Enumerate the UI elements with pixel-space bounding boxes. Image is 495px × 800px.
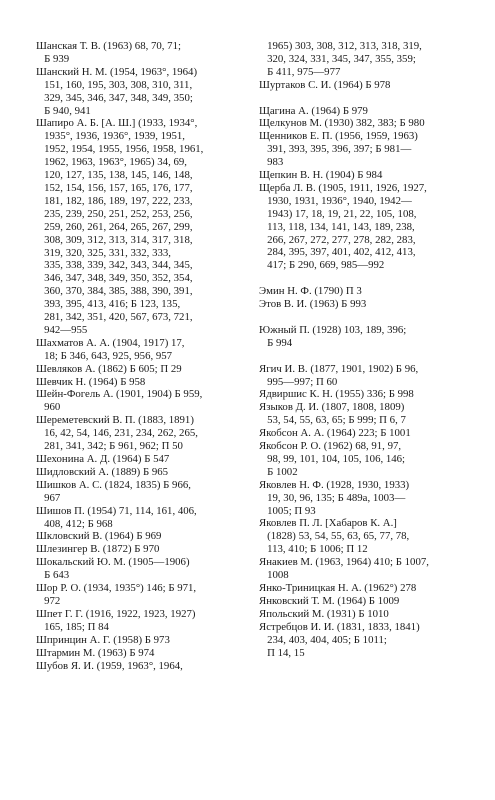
index-entry-continuation-line: 235, 239, 250, 251, 252, 253, 256, [36, 207, 193, 220]
index-entry [36, 582, 248, 608]
index-entry [36, 543, 248, 556]
index-entry-continuation-line: 18; Б 346, 643, 925, 956, 957 [36, 349, 173, 362]
index-entry [259, 595, 471, 608]
index-entry-continuation-line: 1962, 1963, 1963°, 1965) 34, 69, [36, 156, 187, 169]
index-entry [36, 40, 248, 66]
index-entry [259, 40, 471, 79]
index-entry-continuation-line: 151, 160, 195, 303, 308, 310, 311, [36, 78, 193, 91]
index-entry-heading-line: Шпет Г. Г. (1916, 1922, 1923, 1927) [36, 607, 196, 620]
index-entry [259, 298, 471, 311]
index-entry-continuation-line: 1005; П 93 [259, 504, 316, 517]
index-entry-continuation-line: 281, 342, 351, 420, 567, 673, 721, [36, 311, 193, 324]
index-entry-heading-line: Эмин Н. Ф. (1790) П 3 [259, 285, 362, 298]
index-entry [259, 79, 471, 92]
index-entry-continuation-line: 181, 182, 186, 189, 197, 222, 233, [36, 194, 193, 207]
index-entry-heading-line: Шапиро А. Б. [А. Ш.] (1933, 1934°, [36, 117, 198, 130]
index-entry-heading-line: Яковлев Н. Ф. (1928, 1930, 1933) [259, 478, 410, 491]
index-entry-continuation-line: 113, 410; Б 1006; П 12 [259, 543, 368, 556]
letter-section-gap [259, 272, 471, 285]
index-entry-heading-line: Янковский Т. М. (1964) Б 1009 [259, 594, 400, 607]
index-entry-heading-line: Языков Д. И. (1807, 1808, 1809) [259, 401, 405, 414]
index-entry-heading-line: Шанский Н. М. (1954, 1963°, 1964) [36, 65, 198, 78]
index-entry-continuation-line: 234, 403, 404, 405; Б 1011; [259, 633, 387, 646]
index-entry [259, 427, 471, 440]
index-entry [36, 66, 248, 118]
index-entry [36, 530, 248, 543]
index-entry-continuation-line: 16, 42, 54, 146, 231, 234, 262, 265, [36, 427, 198, 440]
index-entry [36, 505, 248, 531]
index-entry-continuation-line: 408, 412; Б 968 [36, 517, 113, 530]
index-entry-continuation-line: 120, 127, 135, 138, 145, 146, 148, [36, 169, 193, 182]
index-entry-continuation-line: 393, 395, 413, 416; Б 123, 135, [36, 298, 181, 311]
index-entry-continuation-line: 1930, 1931, 1936°, 1940, 1942— [259, 194, 412, 207]
index-entry-heading-line: Шевчик Н. (1964) Б 958 [36, 375, 146, 388]
index-entry [36, 337, 248, 363]
index-entry [259, 285, 471, 298]
index-entry-continuation-line: 320, 324, 331, 345, 347, 355, 359; [259, 52, 416, 65]
index-entry-heading-line: Шидловский А. (1889) Б 965 [36, 465, 169, 478]
index-entry [259, 182, 471, 272]
index-entry-heading-line: Ядвиршис К. Н. (1955) 336; Б 998 [259, 388, 414, 401]
index-entry-continuation-line: 960 [36, 401, 61, 414]
index-entry-continuation-line: 346, 347, 348, 349, 350, 352, 354, [36, 272, 193, 285]
index-entry-heading-line: Шахматов А. А. (1904, 1917) 17, [36, 336, 185, 349]
index-entry-heading-line: Япольский М. (1931) Б 1010 [259, 607, 389, 620]
index-entry [259, 401, 471, 427]
index-entry [259, 388, 471, 401]
index-entry-heading-line: Якобсон А. А. (1964) 223; Б 1001 [259, 427, 411, 440]
index-entry-continuation-line: 1952, 1954, 1955, 1956, 1958, 1961, [36, 143, 204, 156]
left-column [36, 40, 248, 672]
index-entry-heading-line: Яковлев П. Л. [Хабаров К. А.] [259, 517, 397, 530]
index-entry-heading-line: Янко-Триницкая Н. А. (1962°) 278 [259, 582, 417, 594]
index-entry-continuation-line: 19, 30, 96, 135; Б 489а, 1003— [259, 491, 406, 504]
index-entry-continuation-line: Б 1002 [259, 465, 298, 478]
index-entry-continuation-line: 165, 185; П 84 [36, 620, 109, 633]
index-entry-heading-line: Ястребцов И. И. (1831, 1833, 1841) [259, 620, 420, 633]
index-entry-heading-line: Шокальский Ю. М. (1905—1906) [36, 556, 190, 569]
index-entry-heading-line: Шанская Т. В. (1963) 68, 70, 71; [36, 40, 181, 52]
index-entry-continuation-line: 942—955 [36, 323, 88, 336]
index-entry-heading-line: Южный П. (1928) 103, 189, 396; [259, 323, 407, 336]
right-column [259, 40, 471, 659]
index-entry [36, 660, 248, 673]
index-entry [259, 130, 471, 169]
index-entry-heading-line: Щагина А. (1964) Б 979 [259, 104, 368, 117]
index-entry-continuation-line: Б 939 [36, 52, 70, 65]
index-entry-continuation-line: 1008 [259, 569, 289, 582]
index-entry-heading-line: Щелкунов М. (1930) 382, 383; Б 980 [259, 117, 425, 130]
index-entry-continuation-line: Б 411, 975—977 [259, 65, 341, 78]
index-entry [259, 169, 471, 182]
index-entry [36, 647, 248, 660]
index-entry-continuation-line: 983 [259, 156, 284, 169]
index-entry-continuation-line: 152, 154, 156, 157, 165, 176, 177, [36, 181, 193, 194]
index-entry [36, 466, 248, 479]
index-entry [259, 556, 471, 582]
index-entry-continuation-line: 1943) 17, 18, 19, 21, 22, 105, 108, [259, 207, 417, 220]
index-entry-continuation-line: 308, 309, 312, 313, 314, 317, 318, [36, 233, 193, 246]
index-entry-continuation-line: П 14, 15 [259, 646, 305, 659]
index-entry [36, 414, 248, 453]
index-entry [259, 479, 471, 518]
index-entry-heading-line: Шевляков А. (1862) Б 605; П 29 [36, 362, 182, 375]
index-entry-continuation-line: 113, 118, 134, 141, 143, 189, 238, [259, 220, 415, 233]
index-entry [259, 608, 471, 621]
index-entry-heading-line: Шишов П. (1954) 71, 114, 161, 406, [36, 504, 197, 517]
index-entry [259, 517, 471, 556]
letter-section-gap [259, 92, 471, 105]
index-entry-heading-line: 1965) 303, 308, 312, 313, 318, 319, [259, 40, 422, 52]
index-entry-continuation-line: Б 643 [36, 569, 70, 582]
index-entry [259, 440, 471, 479]
index-entry [36, 556, 248, 582]
index-entry-continuation-line: 259, 260, 261, 264, 265, 267, 299, [36, 220, 193, 233]
index-entry [36, 363, 248, 376]
index-entry-heading-line: Шехонина А. Д. (1964) Б 547 [36, 453, 170, 465]
index-entry-heading-line: Шереметевский В. П. (1883, 1891) [36, 414, 194, 427]
index-entry-continuation-line: Б 940, 941 [36, 104, 91, 117]
index-entry-heading-line: Янакиев М. (1963, 1964) 410; Б 1007, [259, 556, 429, 569]
index-entry-heading-line: Шлезингер В. (1872) Б 970 [36, 543, 160, 556]
index-entry-heading-line: Якобсон Р. О. (1962) 68, 91, 97, [259, 440, 402, 453]
index-entry-continuation-line: 319, 320, 325, 331, 332, 333, [36, 246, 171, 259]
index-entry-continuation-line: (1828) 53, 54, 55, 63, 65, 77, 78, [259, 530, 410, 543]
index-entry-continuation-line: 329, 345, 346, 347, 348, 349, 350; [36, 91, 193, 104]
index-entry-continuation-line: 53, 54, 55, 63, 65; Б 999; П 6, 7 [259, 414, 406, 427]
index-entry-heading-line: Шубов Я. И. (1959, 1963°, 1964, [36, 659, 183, 672]
index-entry-continuation-line: 972 [36, 594, 61, 607]
index-entry-heading-line: Шишков А. С. (1824, 1835) Б 966, [36, 478, 191, 491]
index-entry [259, 117, 471, 130]
index-entry-heading-line: Щерба Л. В. (1905, 1911, 1926, 1927, [259, 181, 427, 194]
index-entry-continuation-line: 281, 341, 342; Б 961, 962; П 50 [36, 440, 183, 453]
index-entry-heading-line: Ягич И. В. (1877, 1901, 1902) Б 96, [259, 362, 419, 375]
index-entry-continuation-line: 995—997; П 60 [259, 375, 338, 388]
index-entry [259, 621, 471, 660]
index-entry-continuation-line: 967 [36, 491, 61, 504]
index-entry [36, 453, 248, 466]
index-entry-continuation-line: 391, 393, 395, 396, 397; Б 981— [259, 143, 412, 156]
index-entry-continuation-line: Б 994 [259, 336, 293, 349]
index-entry [36, 388, 248, 414]
index-entry [259, 582, 471, 595]
index-entry-heading-line: Щенников Е. П. (1956, 1959, 1963) [259, 130, 418, 143]
index-entry-heading-line: Этов В. И. (1963) Б 993 [259, 298, 367, 311]
index-entry [36, 117, 248, 336]
index-entry [259, 324, 471, 350]
index-entry [259, 363, 471, 389]
index-entry-heading-line: Штармин М. (1963) Б 974 [36, 646, 155, 659]
letter-section-gap [259, 311, 471, 324]
index-entry [36, 634, 248, 647]
index-entry-continuation-line: 1935°, 1936, 1936°, 1939, 1951, [36, 130, 185, 143]
index-entry-continuation-line: 284, 395, 397, 401, 402, 412, 413, [259, 246, 416, 259]
index-entry-continuation-line: 417; Б 290, 669, 985—992 [259, 259, 385, 272]
index-entry [259, 105, 471, 118]
index-entry [36, 376, 248, 389]
index-entry-continuation-line: 335, 338, 339, 342, 343, 344, 345, [36, 259, 193, 272]
index-entry-continuation-line: 266, 267, 272, 277, 278, 282, 283, [259, 233, 416, 246]
letter-section-gap [259, 350, 471, 363]
index-entry-continuation-line: 98, 99, 101, 104, 105, 106, 146; [259, 452, 406, 465]
index-entry-heading-line: Шейн-Фогель А. (1901, 1904) Б 959, [36, 388, 203, 401]
index-entry-heading-line: Щепкин В. Н. (1904) Б 984 [259, 169, 383, 182]
index-entry-heading-line: Шуртаков С. И. (1964) Б 978 [259, 78, 391, 91]
index-entry-heading-line: Шпринцин А. Г. (1958) Б 973 [36, 633, 170, 646]
index-entry-continuation-line: 360, 370, 384, 385, 388, 390, 391, [36, 285, 193, 298]
index-entry [36, 479, 248, 505]
index-entry [36, 608, 248, 634]
index-entry-heading-line: Шкловский В. (1964) Б 969 [36, 530, 162, 543]
index-entry-heading-line: Шор Р. О. (1934, 1935°) 146; Б 971, [36, 582, 197, 595]
